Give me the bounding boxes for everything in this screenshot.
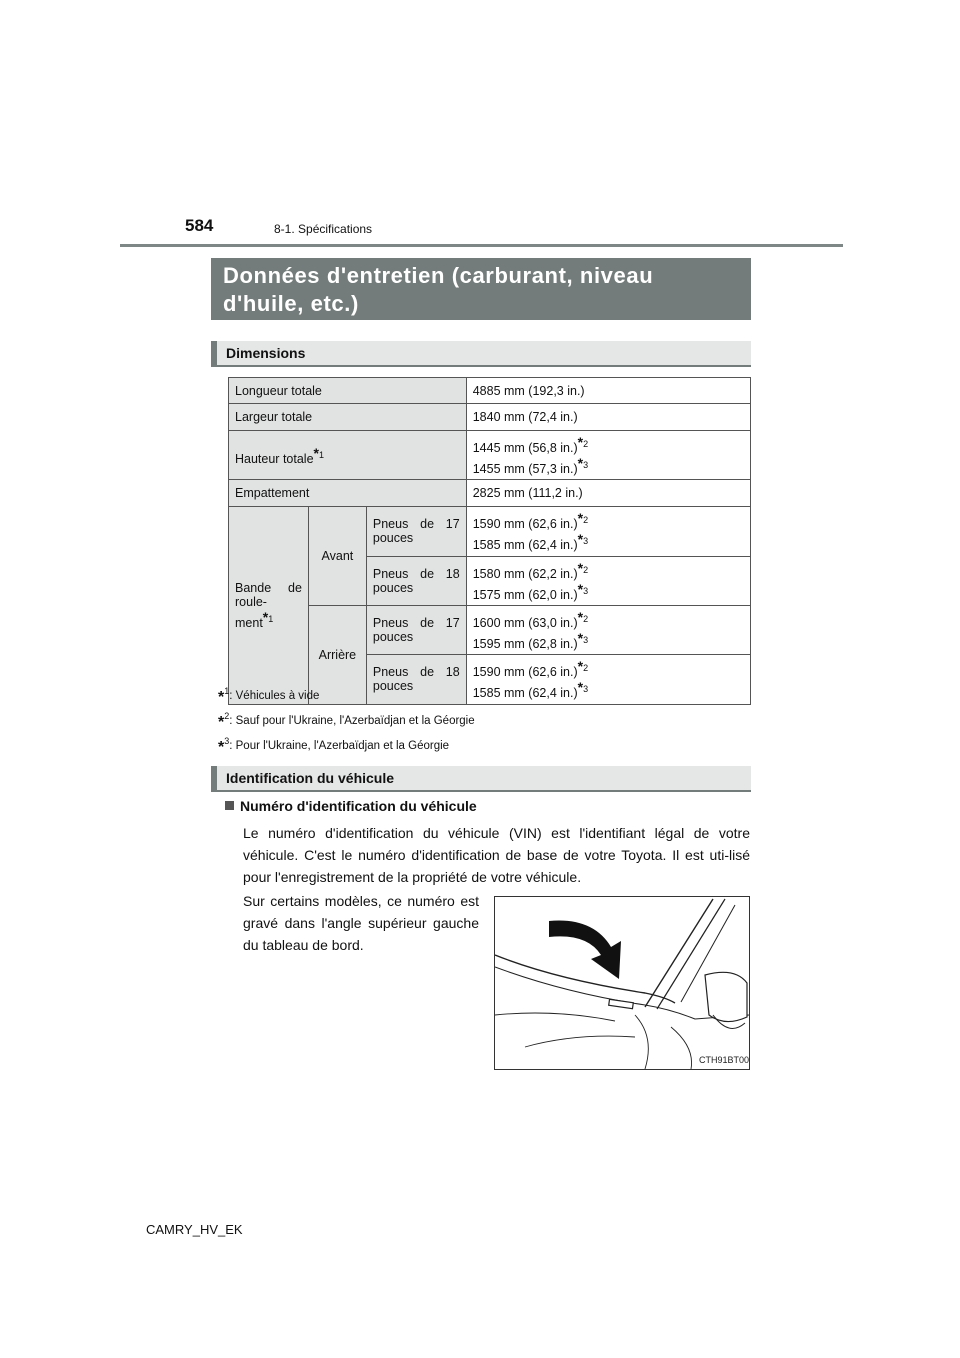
footnote-3: *$^3$: Pour l'Ukraine, l'Azerbaïdjan et la Géorgie xyxy=(218,736,450,756)
table-row xyxy=(229,507,751,556)
row-label: Hauteur totale$^{*1}$ xyxy=(229,431,467,480)
row-value: 1445 mm (56,8 in.)$^{*2}$ 1455 mm (57,3 in.)$^{*3}$ xyxy=(466,431,750,480)
tire-size-18: Pneus de 18 pouces xyxy=(366,655,466,704)
page-number: 584 xyxy=(185,216,214,235)
header-rule xyxy=(120,244,843,247)
row-label: Empattement xyxy=(229,480,467,507)
row-label: Largeur totale xyxy=(229,404,467,431)
rear-18-value: 1590 mm (62,6 in.)$^{*2}$ 1585 mm (62,4 in.)$^{*3}$ xyxy=(466,655,750,704)
row-value: 2825 mm (111,2 in.) xyxy=(466,480,750,507)
row-value: 4885 mm (192,3 in.) xyxy=(466,378,750,404)
rear-label: Arrière xyxy=(308,605,366,704)
row-label: Longueur totale xyxy=(229,378,467,404)
pointer-arrow-icon xyxy=(549,921,621,979)
footnote-2: *$^2$: Sauf pour l'Ukraine, l'Azerbaïdjan et la Géorgie xyxy=(218,711,475,731)
section-title: 8-1. Spécifications xyxy=(274,222,373,236)
vin-location-text: Sur certains modèles, ce numéro est gravé dans l'angle supérieur gauche du tableau de bord. xyxy=(243,893,479,953)
rear-17-value: 1600 mm (63,0 in.)$^{*2}$ 1595 mm (62,8 in.)$^{*3}$ xyxy=(466,605,750,654)
table-row xyxy=(229,378,751,404)
square-bullet-icon xyxy=(225,801,234,810)
front-label: Avant xyxy=(308,507,366,606)
front-18-value: 1580 mm (62,2 in.)$^{*2}$ 1575 mm (62,0 in.)$^{*3}$ xyxy=(466,556,750,605)
identification-heading: Identification du véhicule xyxy=(211,766,751,792)
footer-model-code: CAMRY_HV_EK xyxy=(146,1222,243,1237)
vin-subtitle: Numéro d'identification du véhicule xyxy=(225,798,477,814)
dimensions-heading: Dimensions xyxy=(211,341,751,367)
page-title: Données d'entretien (carburant, niveau d'huile, etc.) xyxy=(211,258,751,320)
table-row xyxy=(229,404,751,431)
vin-description: Le numéro d'identification du véhicule (VIN) est l'identifiant légal de votre véhicule. C'est le numéro d'identification de base de votre Toyota. Il est uti-lisé pour l'enregistrement de la propriété de votre véhicule. xyxy=(243,825,750,885)
tire-size-17: Pneus de 17 pouces xyxy=(366,605,466,654)
dashboard-drawing xyxy=(495,897,749,1069)
track-label: Bande de roule-ment$^{*1}$ xyxy=(229,507,309,704)
figure-code: CTH91BT001 xyxy=(699,1055,749,1065)
row-value: 1840 mm (72,4 in.) xyxy=(466,404,750,431)
dimensions-table xyxy=(228,377,751,705)
table-row xyxy=(229,431,751,480)
vin-location-illustration xyxy=(494,896,750,1070)
tire-size-17: Pneus de 17 pouces xyxy=(366,507,466,556)
table-row xyxy=(229,480,751,507)
tire-size-18: Pneus de 18 pouces xyxy=(366,556,466,605)
front-17-value: 1590 mm (62,6 in.)$^{*2}$ 1585 mm (62,4 in.)$^{*3}$ xyxy=(466,507,750,556)
footnote-1: *$^1$: Véhicules à vide xyxy=(218,686,320,706)
